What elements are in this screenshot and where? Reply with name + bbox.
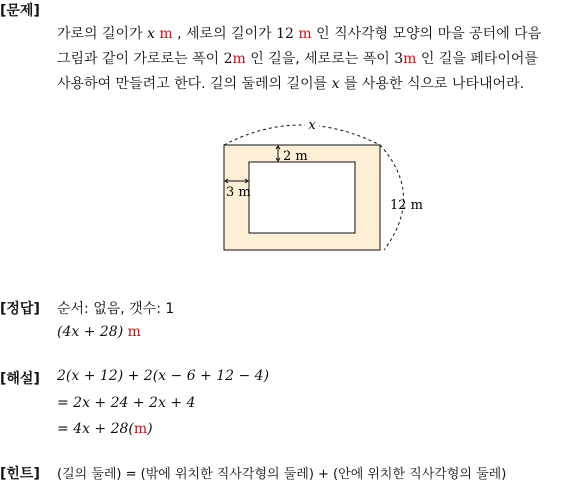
answer-expression: (4x + 28) m (57, 324, 141, 340)
inner-top-label: 2 m (283, 149, 308, 164)
solution-line-2: = 2x + 24 + 2x + 4 (57, 395, 196, 411)
top-dimension-arc (224, 125, 380, 145)
problem-label: [문제] (0, 3, 40, 19)
solution-line-3: = 4x + 28(m) (57, 421, 153, 437)
inner-left-label: 3 m (226, 185, 251, 200)
problem-line-3: 사용하여 만들려고 한다. 길의 둘레의 길이를 x 를 사용한 식으로 나타내어라. (57, 76, 525, 92)
hint-label: [힌트] (0, 466, 40, 482)
hint-text: (길의 둘레) = (밖에 위치한 직사각형의 둘레) + (안에 위치한 직사각형의 둘레) (57, 467, 507, 482)
top-label: x (308, 118, 316, 133)
solution-line-1: 2(x + 12) + 2(x − 6 + 12 − 4) (57, 368, 270, 384)
inner-lot-rect (249, 162, 355, 233)
problem-line-2: 그림과 같이 가로로는 폭이 2m 인 길을, 세로로는 폭이 3m 인 길을 페타이어를 (57, 51, 538, 67)
problem-line-1: 가로의 길이가 x m , 세로의 길이가 12 m 인 직사각형 모양의 마을 공터에 다음 (57, 26, 542, 42)
answer-meta: 순서: 없음, 갯수: 1 (57, 301, 175, 317)
right-label: 12 m (390, 198, 424, 213)
solution-label: [해설] (0, 371, 40, 387)
answer-label: [정답] (0, 301, 40, 317)
